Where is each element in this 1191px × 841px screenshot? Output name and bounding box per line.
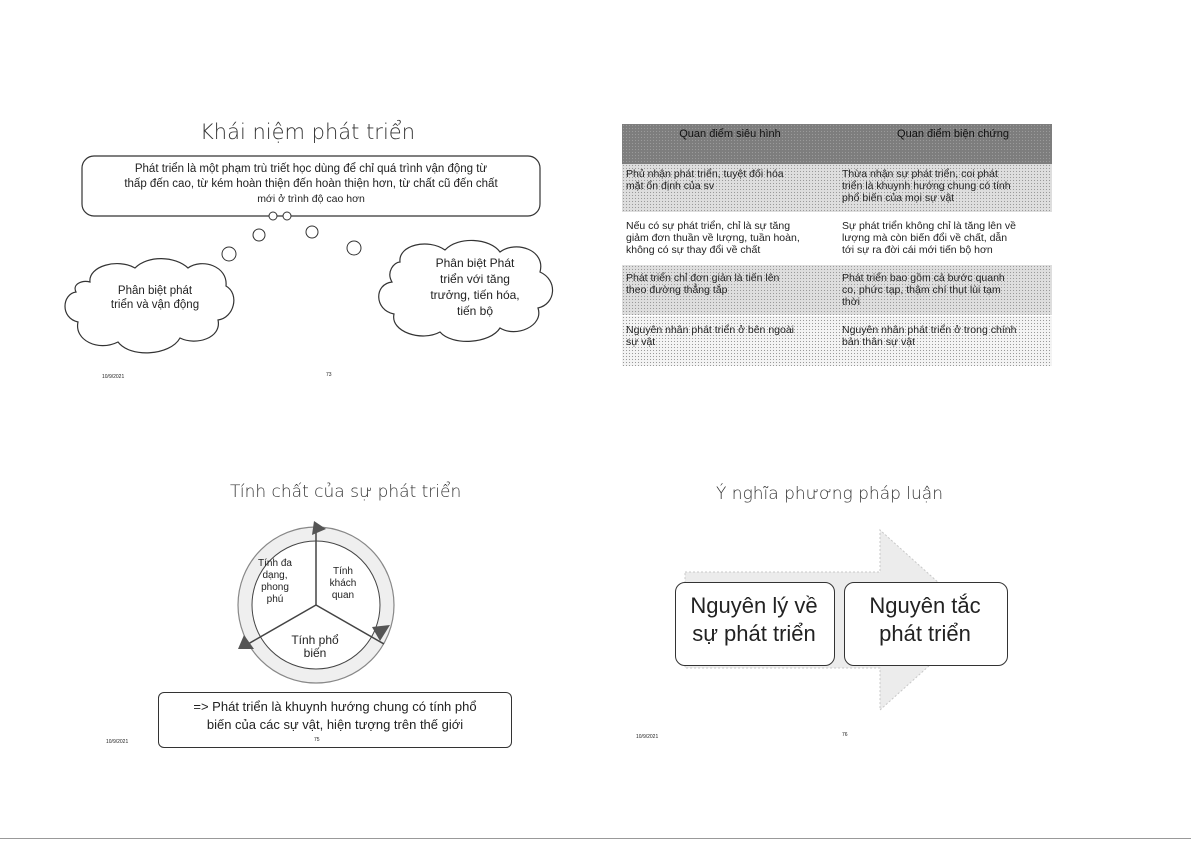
- table-row-4-left-line-2: sự vật: [626, 336, 656, 348]
- slide1-page-number: 73: [326, 372, 332, 378]
- page-bottom-edge: [0, 838, 1191, 839]
- bubble-5: [222, 247, 236, 261]
- table-row-1-left-line-1: Phủ nhận phát triển, tuyệt đối hóa: [626, 168, 784, 180]
- table-row-1-left: [626, 168, 838, 192]
- rule-text: [844, 592, 1006, 648]
- segment-objective-line-3: quan: [331, 590, 355, 601]
- segment-diverse-line-4: phú: [266, 594, 284, 605]
- table-row-1-right-line-3: phổ biến của mọi sự vật: [842, 192, 955, 204]
- table-row-2-right: [842, 220, 1056, 256]
- cloud-left-text: [90, 284, 220, 312]
- slide3-page-number: 75: [314, 737, 320, 743]
- bubble-2: [283, 212, 291, 220]
- bubble-4: [306, 226, 318, 238]
- table-row-3-left: [626, 272, 838, 296]
- principle-line-2: sự phát triển: [692, 621, 816, 646]
- cloud-right-line-4: tiến bộ: [456, 304, 494, 318]
- segment-diverse: [250, 558, 300, 606]
- table-row-3-right-line-1: Phát triển bao gồm cả bước quanh: [842, 272, 1005, 284]
- segment-universal-line-1: Tính phổ: [291, 633, 339, 647]
- cloud-right-line-2: triển với tăng: [440, 272, 510, 286]
- table-row-2-left-line-2: giảm đơn thuần về lượng, tuần hoàn,: [626, 232, 800, 244]
- segment-diverse-line-1: Tính đa: [258, 558, 292, 569]
- table-row-3-left-line-2: theo đường thẳng tắp: [626, 284, 728, 296]
- slide1-date: 10/9/2021: [102, 374, 125, 380]
- slide4-date: 10/9/2021: [636, 734, 659, 740]
- table-row-4-right: [842, 324, 1056, 348]
- slide4-page-number: 76: [842, 732, 848, 738]
- cycle-diagram: [220, 515, 410, 690]
- table-row-2-right-line-1: Sự phát triển không chỉ là tăng lên về: [842, 220, 1016, 232]
- table-header-left: Quan điểm siêu hình: [679, 128, 781, 140]
- conclusion-line-2: biến của các sự vật, hiện tượng trên thế giới: [206, 717, 464, 732]
- table-header-right: Quan điểm biện chứng: [897, 128, 1009, 140]
- table-row-2-right-line-2: lượng mà còn biến đổi về chất, dẫn: [842, 232, 1008, 244]
- table-row-1-left-line-2: mặt ổn định của sv: [626, 180, 715, 192]
- conclusion-text: [160, 698, 510, 734]
- bubble-1: [269, 212, 277, 220]
- slide3-title: Tính chất của sự phát triển: [230, 482, 462, 502]
- table-row-2-right-line-3: tới sự ra đời cái mới tiến bộ hơn: [842, 244, 993, 256]
- table-row-4-left: [626, 324, 838, 348]
- bubble-3: [253, 229, 265, 241]
- definition-text: [82, 162, 540, 207]
- table-row-3-right: [842, 272, 1056, 308]
- table-row-1-right-line-2: triển là khuynh hướng chung có tính: [842, 180, 1011, 192]
- table-row-2-left-line-3: không có sự thay đổi về chất: [626, 244, 761, 256]
- bubble-6: [347, 241, 361, 255]
- table-row-3-right-line-3: thời: [842, 296, 860, 308]
- cloud-right-text: [400, 255, 550, 319]
- table-row-4-left-line-1: Nguyên nhân phát triển ở bên ngoài: [626, 324, 795, 336]
- principle-text: [675, 592, 833, 648]
- table-row-3-right-line-2: co, phức tạp, thậm chí thụt lùi tạm: [842, 284, 1001, 296]
- definition-line-2: thấp đến cao, từ kém hoàn thiện đến hoàn thiện hơn, từ chất cũ đến chất: [124, 178, 498, 190]
- cloud-left-line-1: Phân biệt phát: [117, 285, 193, 297]
- segment-objective: [318, 566, 368, 602]
- slide4-title: Ý nghĩa phương pháp luận: [716, 484, 944, 504]
- principle-line-1: Nguyên lý về: [690, 593, 818, 618]
- segment-universal: [280, 634, 350, 660]
- table-row-2-left-line-1: Nếu có sự phát triển, chỉ là sự tăng: [626, 220, 791, 232]
- table-row-4-right-line-1: Nguyên nhân phát triển ở trong chính: [842, 324, 1017, 336]
- cloud-right-line-1: Phân biệt Phát: [435, 256, 515, 270]
- table-row-4-right-line-2: bản thân sự vật: [842, 336, 915, 348]
- rule-line-2: phát triển: [879, 621, 971, 646]
- table-row-1-right: [842, 168, 1056, 204]
- definition-line-1: Phát triển là một phạm trù triết học dùng để chỉ quá trình vận động từ: [134, 163, 488, 175]
- segment-diverse-line-3: phong: [261, 582, 289, 593]
- table-row-1-right-line-1: Thừa nhận sự phát triển, coi phát: [842, 168, 998, 180]
- segment-universal-line-2: biến: [303, 646, 327, 660]
- rule-line-1: Nguyên tắc: [869, 593, 981, 618]
- conclusion-line-1: => Phát triển là khuynh hướng chung có tính phổ: [193, 699, 477, 714]
- segment-diverse-line-2: dạng,: [262, 570, 288, 581]
- table-row-3-left-line-1: Phát triển chỉ đơn giản là tiến lên: [626, 272, 780, 284]
- definition-line-3: mới ở trình độ cao hơn: [257, 193, 365, 205]
- cloud-left-line-2: triển và vận động: [110, 299, 200, 311]
- segment-objective-line-1: Tính: [332, 566, 353, 577]
- slide1-title: Khái niệm phát triển: [200, 120, 416, 144]
- cloud-right-line-3: trưởng, tiến hóa,: [430, 288, 520, 302]
- table-row-2-left: [626, 220, 838, 256]
- slide3-date: 10/9/2021: [106, 739, 129, 745]
- segment-objective-line-2: khách: [329, 578, 357, 589]
